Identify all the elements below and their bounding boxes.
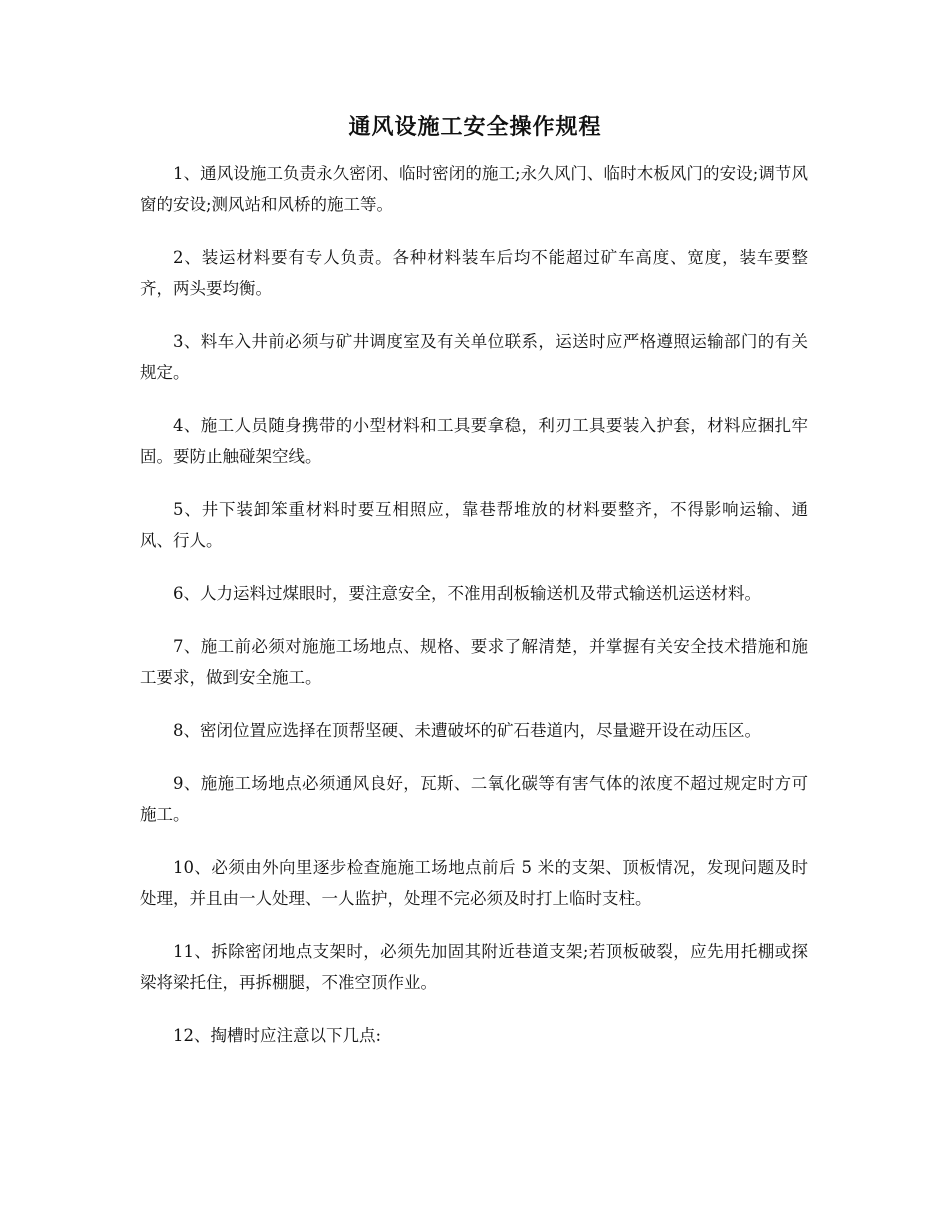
clause-9: 9、施施工场地点必须通风良好，瓦斯、二氧化碳等有害气体的浓度不超过规定时方可施工。 xyxy=(140,774,808,824)
clause-8: 8、密闭位置应选择在顶帮坚硬、未遭破坏的矿石巷道内，尽量避开设在动压区。 xyxy=(173,721,761,740)
document-title: 通风设施工安全操作规程 xyxy=(348,114,602,140)
clause-1: 1、通风设施工负责永久密闭、临时密闭的施工;永久风门、临时木板风门的安设;调节风窗的安设;测风站和风桥的施工等。 xyxy=(140,164,808,214)
clause-4: 4、施工人员随身携带的小型材料和工具要拿稳，利刃工具要装入护套，材料应捆扎牢固。要防止触碰架空线。 xyxy=(140,416,808,466)
clause-10: 10、必须由外向里逐步检查施施工场地点前后 5 米的支架、顶板情况，发现问题及时处理，并且由一人处理、一人监护，处理不完必须及时打上临时支柱。 xyxy=(140,858,808,908)
clause-11: 11、拆除密闭地点支架时，必须先加固其附近巷道支架;若顶板破裂，应先用托棚或探梁将梁托住，再拆棚腿，不准空顶作业。 xyxy=(140,942,808,992)
clause-7: 7、施工前必须对施施工场地点、规格、要求了解清楚，并掌握有关安全技术措施和施工要求，做到安全施工。 xyxy=(140,637,808,687)
clause-6: 6、人力运料过煤眼时，要注意安全，不准用刮板输送机及带式输送机运送材料。 xyxy=(173,584,761,603)
clause-12: 12、掏槽时应注意以下几点: xyxy=(173,1026,382,1045)
document-body xyxy=(140,158,808,1073)
clause-2: 2、装运材料要有专人负责。各种材料装车后均不能超过矿车高度、宽度，装车要整齐，两头要均衡。 xyxy=(140,248,808,298)
clause-3: 3、料车入井前必须与矿井调度室及有关单位联系，运送时应严格遵照运输部门的有关规定。 xyxy=(140,332,808,382)
clause-5: 5、井下装卸笨重材料时要互相照应，靠巷帮堆放的材料要整齐，不得影响运输、通风、行人。 xyxy=(140,500,808,550)
